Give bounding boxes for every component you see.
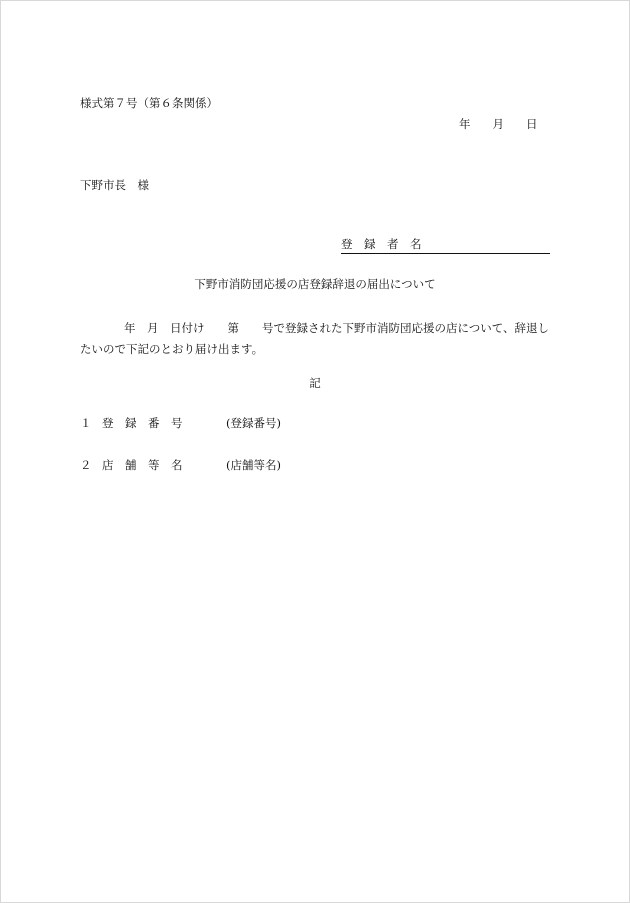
registrant-name-line xyxy=(341,239,550,254)
document-subject: 下野市消防団応援の店登録辞退の届出について xyxy=(194,277,436,291)
item-value: (登録番号) xyxy=(226,416,281,430)
form-number: 様式第７号（第６条関係） xyxy=(80,96,218,110)
date-line xyxy=(459,119,538,131)
registrant-name-label: 登 録 者 名 xyxy=(341,237,422,251)
body-paragraph xyxy=(80,318,550,360)
date-month-label: 月 xyxy=(492,117,504,131)
item-value: (店舗等名) xyxy=(226,458,281,472)
item-registration-number xyxy=(80,418,281,430)
item-number: １ xyxy=(80,416,92,430)
item-store-name xyxy=(80,460,281,472)
item-label: 店 舗 等 名 xyxy=(102,458,183,472)
body-text: 年 月 日付け 第 号で登録された下野市消防団応援の店について、辞退したいので下記のとおり届け出ます。 xyxy=(80,321,550,356)
item-number: ２ xyxy=(80,458,92,472)
item-label: 登 録 番 号 xyxy=(102,416,183,430)
date-day-label: 日 xyxy=(526,117,538,131)
ki-heading: 記 xyxy=(309,376,321,390)
date-year-label: 年 xyxy=(459,117,471,131)
addressee: 下野市長 様 xyxy=(80,178,149,192)
